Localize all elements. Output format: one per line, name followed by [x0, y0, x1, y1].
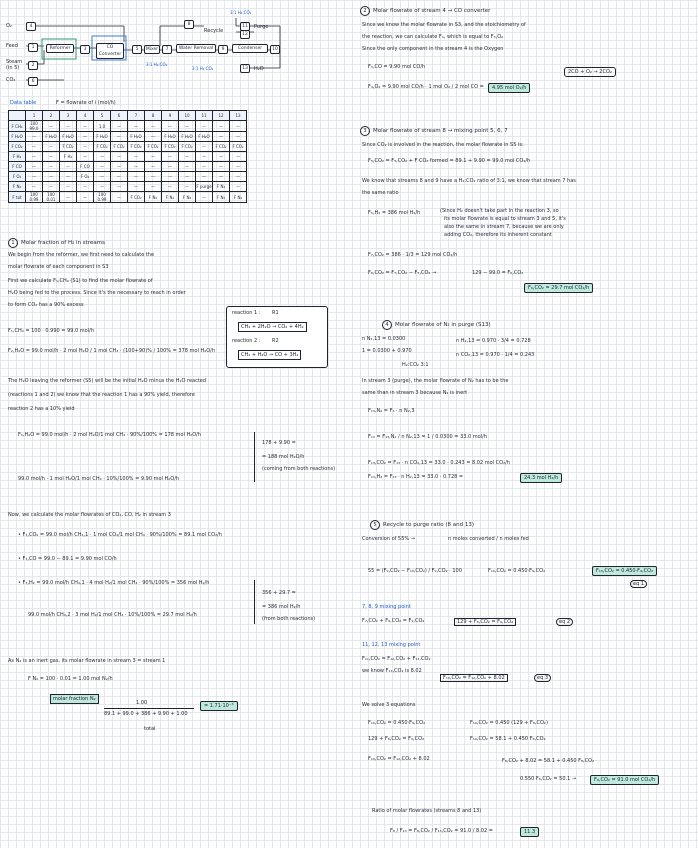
- table-cell: F CO₂: [145, 142, 162, 152]
- section-5-title: 5 Recycle to purge ratio (8 and 13): [370, 520, 474, 530]
- table-header: 8: [145, 111, 162, 121]
- table-cell: F H₂O: [128, 132, 145, 142]
- fraction-total-note: total: [144, 726, 156, 732]
- purge-label: Purge: [254, 24, 269, 30]
- section-5-eq-7: F₁₀,CO₂ = F₁₂,CO₂ + 8.02: [440, 674, 508, 682]
- table-cell: F CO₂: [179, 142, 196, 152]
- table-cell: —: [179, 121, 196, 132]
- equation-f5-h2o-r2: 99.0 mol/h · 1 mol H₂O/1 mol CH₄ · 10%/100% = 9.90 mol H₂O/h: [18, 476, 180, 482]
- table-cell: F CO₂: [111, 142, 128, 152]
- table-cell: —: [60, 162, 77, 172]
- table-cell: F CO₂: [128, 192, 145, 203]
- fraction-label: molar fraction N₂: [50, 694, 99, 704]
- table-subcaption: F = flowrate of i (mol/h): [56, 100, 116, 106]
- table-cell: —: [128, 162, 145, 172]
- table-cell: —: [26, 142, 43, 152]
- equation-f3-h2-r2: 99.0 mol/h CH₄,2 · 3 mol H₂/1 mol CH₄ · 10%/100% = 29.7 mol H₂/h: [28, 612, 197, 618]
- table-cell: —: [145, 132, 162, 142]
- ratio-note-1: 3:1 H₂:CO₂: [146, 62, 168, 67]
- table-cell: —: [111, 182, 128, 192]
- section-3-eq-4: F₆,CO₂ = F₇,CO₂ − F₅,CO₂ →: [368, 270, 437, 276]
- section-5-eq-5: F₁₁,CO₂ = F₁₂,CO₂ + F₁₃,CO₂: [362, 656, 431, 662]
- table-row: [9, 172, 247, 182]
- section-4-line-1: n N₂,13 = 0.0300: [362, 336, 406, 342]
- fraction-result: = 1.71·10⁻³: [200, 701, 238, 711]
- table-cell: —: [145, 121, 162, 132]
- co2-in-label: CO₂: [6, 77, 16, 83]
- table-cell: —: [230, 162, 247, 172]
- water-out-label: H₂O: [254, 66, 264, 72]
- section-number: 3: [360, 126, 370, 136]
- table-cell: —: [230, 182, 247, 192]
- table-cell: F O₂: [77, 172, 94, 182]
- table-cell: —: [77, 192, 94, 203]
- table-cell: —: [128, 172, 145, 182]
- table-row-header: F H₂O: [9, 132, 26, 142]
- table-header: [9, 111, 26, 121]
- table-cell: —: [43, 142, 60, 152]
- table-cell: —: [43, 152, 60, 162]
- section-4-eq-4: F₁₃,H₂ = F₁₃ · n H₂,13 = 33.0 · 0.728 =: [368, 474, 464, 480]
- table-cell: F purge: [196, 182, 213, 192]
- section-5-eq-3: F₇,CO₂ + F₈,CO₂ = F₉,CO₂: [362, 618, 425, 624]
- table-cell: —: [196, 162, 213, 172]
- section-3-note-1: (Since H₂ doesn't take part in the reaction 3, so: [440, 208, 559, 214]
- ratio-note-3: 3:1 H₂:CO₂: [192, 66, 214, 71]
- table-cell: —: [145, 162, 162, 172]
- section-2-line-2: the reaction, we can calculate F₄, which is equal to F₄,O₂: [362, 34, 504, 40]
- stream-box-10: 10: [270, 45, 280, 54]
- sum-h2o-result: = 188 mol H₂O/h: [262, 454, 305, 460]
- stream-box-2: 2: [28, 61, 38, 70]
- table-cell: —: [26, 172, 43, 182]
- sum-h2o: 178 + 9.90 =: [262, 440, 296, 446]
- table-cell: F H₂: [60, 152, 77, 162]
- table-cell: —: [230, 172, 247, 182]
- table-cell: F N₂: [179, 192, 196, 203]
- table-header: 13: [230, 111, 247, 121]
- table-row: [9, 192, 247, 203]
- stream-box-3: 3: [80, 45, 90, 54]
- table-body: [9, 121, 247, 203]
- table-cell: F N₂: [162, 192, 179, 203]
- section-4-eq-3: F₁₃,CO₂ = F₁₃ · n CO₂,13 = 33.0 · 0.243 = 8.02 mol CO₂/h: [368, 460, 510, 466]
- table-cell: —: [213, 152, 230, 162]
- condenser-unit: Condenser: [232, 44, 268, 53]
- section-5-fraction: n moles converted / n moles fed: [448, 536, 529, 542]
- table-cell: —: [230, 121, 247, 132]
- section-5-system-4: F₁₀,CO₂ = 0.450 (129 + F₈,CO₂): [470, 720, 548, 726]
- mixer-unit: Mixer: [145, 47, 159, 52]
- table-cell: —: [43, 162, 60, 172]
- table-cell: —: [128, 152, 145, 162]
- equation-f2-h2o: F₂,H₂O = 99.0 mol/h · 2 mol H₂O / 1 mol CH₄ · (100+90)% / 100% = 378 mol H₂O/h: [8, 348, 216, 354]
- equation-f5-h2o-r1: F₅,H₂O = 99.0 mol/h · 2 mol H₂O/1 mol CH₄ · 90%/100% = 178 mol H₂O/h: [18, 432, 202, 438]
- table-cell: —: [196, 152, 213, 162]
- section-number: 2: [360, 6, 370, 16]
- feed-label: Feed: [6, 43, 18, 49]
- equation-f-n2: F N₂ = 100 · 0.01 = 1.00 mol N₂/h: [28, 676, 113, 682]
- table-row-header: F O₂: [9, 172, 26, 182]
- section-5-mixing-point-1: 7, 8, 9 mixing point: [362, 604, 411, 610]
- section-1-line-7: (reactions 1 and 2) we know that the reaction 1 has a 90% yield, therefore: [8, 392, 195, 398]
- section-5-mixing-point-2: 11, 12, 13 mixing point: [362, 642, 421, 648]
- table-caption: Data table: [10, 100, 37, 106]
- table-cell: —: [145, 182, 162, 192]
- table-cell: F CO₂: [213, 142, 230, 152]
- table-row-header: F tot: [9, 192, 26, 203]
- section-5-tag-3: eq 3: [534, 674, 551, 682]
- table-cell: 1.0: [94, 121, 111, 132]
- section-1-title: 1 Molar fraction of H₂ in streams: [8, 238, 105, 248]
- table-cell: —: [196, 192, 213, 203]
- section-3-line-3: the same ratio: [362, 190, 399, 196]
- table-cell: F CO₂: [60, 142, 77, 152]
- o2-label: O₂: [6, 23, 12, 29]
- reaction-1-label: reaction 1 :: [232, 310, 261, 316]
- section-1-line-1: We begin from the reformer, we first need to calculate the: [8, 252, 155, 258]
- table-cell: F CO₂: [230, 142, 247, 152]
- table-cell: —: [213, 172, 230, 182]
- section-1-line-6: The H₂O leaving the reformer (S5) will be the initial H₂O minus the H₂O reacted: [8, 378, 207, 384]
- stream-box-12: 12: [240, 30, 250, 39]
- reformer-unit: Reformer: [46, 44, 74, 53]
- section-2-result: 4.95 mol O₂/h: [488, 83, 530, 93]
- steam-label: Steam: [6, 59, 23, 65]
- stream-box-13: 13: [240, 64, 250, 73]
- table-header: 11: [196, 111, 213, 121]
- reaction-3-equation: 2CO + O₂ → 2CO₂: [564, 67, 616, 77]
- table-cell: —: [128, 182, 145, 192]
- table-cell: F N₂: [213, 192, 230, 203]
- table-cell: —: [43, 182, 60, 192]
- section-4-line-2: 1 = 0.0300 + 0.970: [362, 348, 412, 354]
- table-cell: —: [60, 121, 77, 132]
- section-5-system-1: F₁₀,CO₂ = 0.450·F₉,CO₂: [368, 720, 426, 726]
- table-cell: —: [213, 162, 230, 172]
- table-row: [9, 142, 247, 152]
- table-cell: —: [213, 121, 230, 132]
- section-3-eq-3: F₇,CO₂ = 386 · 1/3 = 129 mol CO₂/h: [368, 252, 458, 258]
- table-header: 7: [128, 111, 145, 121]
- table-header: 4: [77, 111, 94, 121]
- section-5-eq-2-box: F₁₀,CO₂ = 0.450·F₉,CO₂: [592, 566, 657, 576]
- table-cell: —: [26, 162, 43, 172]
- equation-f3-co2: • F₃,CO₂ = 99.0 mol/h CH₄,1 · 1 mol CO₂/1 mol CH₄ · 90%/100% = 89.1 mol CO₂/h: [18, 532, 222, 538]
- reaction-1-equation: CH₄ + 2H₂O → CO₂ + 4H₂: [238, 322, 307, 332]
- flowrate-table: [8, 110, 247, 203]
- table-cell: —: [43, 172, 60, 182]
- table-cell: —: [77, 182, 94, 192]
- section-2-line-1: Since we know the molar flowrate in S3, and the stoichiometry of: [362, 22, 526, 28]
- section-5-line-1: Conversion of 55% →: [362, 536, 415, 542]
- section-5-ratio-result: 11.3: [520, 827, 539, 837]
- section-4-title: 4 Molar flowrate of N₂ in purge (S13): [382, 320, 491, 330]
- section-3-line-2: We know that streams 8 and 9 have a H₂:CO₂ ratio of 3:1, we know that stream 7 has: [362, 178, 576, 184]
- table-cell: —: [196, 172, 213, 182]
- table-cell: —: [162, 162, 179, 172]
- table-cell: —: [60, 192, 77, 203]
- ratio-note-2: 3:1 H₂:CO₂: [230, 10, 252, 15]
- table-row-header: F CO₂: [9, 142, 26, 152]
- section-5-system-3: F₁₀,CO₂ = F₁₂,CO₂ + 8.02: [368, 756, 430, 762]
- table-cell: —: [230, 132, 247, 142]
- table-header: 6: [111, 111, 128, 121]
- table-cell: —: [26, 132, 43, 142]
- table-cell: —: [111, 132, 128, 142]
- brace-1: [254, 432, 259, 482]
- table-cell: 100 0.99: [26, 192, 43, 203]
- table-cell: —: [94, 172, 111, 182]
- section-1-line-3: First we calculate F₁,CH₄ (S1) to find the molar flowrate of: [8, 278, 153, 284]
- section-1-line-10: As N₂ is an inert gas, its molar flowrate in stream 3 = stream 1: [8, 658, 166, 664]
- table-cell: —: [179, 152, 196, 162]
- section-4-line-3: n H₂,13 = 0.970 · 3/4 = 0.728: [456, 338, 531, 344]
- section-1-line-9: Now, we calculate the molar flowrates of CO₂, CO, H₂ in stream 3: [8, 512, 171, 518]
- table-cell: —: [111, 172, 128, 182]
- sum-h2-result: = 386 mol H₂/h: [262, 604, 301, 610]
- fraction-denominator: 89.1 + 99.0 + 386 + 9.90 + 1.00: [104, 711, 188, 717]
- section-5-eq-4: 129 + F₈,CO₂ = F₉,CO₂: [454, 618, 516, 626]
- table-cell: 100 99.0: [26, 121, 43, 132]
- water-removal-unit: Water Removal: [176, 44, 216, 53]
- stream-box-1: 1: [28, 43, 38, 52]
- table-cell: F H₂O: [60, 132, 77, 142]
- table-cell: 100 0.99: [94, 192, 111, 203]
- section-3-eq-1: F₅,CO₂ = F₃,CO₂ + F CO₂ formed = 89.1 + 9.90 = 99.0 mol CO₂/h: [368, 158, 531, 164]
- table-header: 10: [179, 111, 196, 121]
- table-row: [9, 121, 247, 132]
- stream-box-6: 6: [28, 77, 38, 86]
- steam-sub-label: (in 5): [6, 65, 20, 71]
- table-cell: F CO₂: [128, 142, 145, 152]
- table-cell: —: [111, 162, 128, 172]
- table-cell: —: [179, 182, 196, 192]
- process-diagram: [4, 6, 334, 96]
- sum-h2-note: (from both reactions): [262, 616, 316, 622]
- section-5-tag-1: eq 1: [630, 580, 647, 588]
- section-3-note-3: also the same in stream 7, because we are only: [444, 224, 564, 230]
- table-cell: —: [196, 121, 213, 132]
- section-number: 5: [370, 520, 380, 530]
- section-1-line-5: to form CO₂ has a 90% excess: [8, 302, 84, 308]
- section-5-eq-6: we know F₁₃,CO₂ is 8.02: [362, 668, 422, 674]
- table-cell: 100 0.01: [43, 192, 60, 203]
- equation-f3-h2-r1: • F₃,H₂ = 99.0 mol/h CH₄,1 · 4 mol H₂/1 mol CH₄ · 90%/100% = 356 mol H₂/h: [18, 580, 210, 586]
- table-cell: —: [145, 152, 162, 162]
- table-header: 5: [94, 111, 111, 121]
- table-cell: F N₂: [213, 182, 230, 192]
- equation-f1-ch4: F₁,CH₄ = 100 · 0.990 = 99.0 mol/h: [8, 328, 94, 334]
- table-cell: F H₂O: [94, 132, 111, 142]
- table-cell: —: [162, 121, 179, 132]
- table-row-header: F CO: [9, 162, 26, 172]
- stream-box-8: 8: [184, 20, 194, 29]
- table-cell: —: [94, 182, 111, 192]
- table-cell: F H₂O: [179, 132, 196, 142]
- table-row: [9, 152, 247, 162]
- section-4-ratio: H₂:CO₂ 3:1: [402, 362, 429, 368]
- section-3-result: F₆,CO₂ = 29.7 mol CO₂/h: [524, 283, 593, 293]
- section-4-line-4: n CO₂,13 = 0.970 · 1/4 = 0.243: [456, 352, 535, 358]
- table-cell: —: [111, 152, 128, 162]
- table-cell: —: [111, 121, 128, 132]
- table-cell: —: [77, 142, 94, 152]
- table-cell: F CO₂: [162, 142, 179, 152]
- section-5-system-5: F₁₀,CO₂ = 58.1 + 0.450 F₈,CO₂: [470, 736, 546, 742]
- reaction-2-label: reaction 2 :: [232, 338, 261, 344]
- section-5-system-2: 129 + F₈,CO₂ = F₉,CO₂: [368, 736, 425, 742]
- table-cell: —: [230, 152, 247, 162]
- converter-unit: CO Converter: [96, 43, 124, 59]
- table-cell: —: [26, 152, 43, 162]
- table-cell: F CO: [77, 162, 94, 172]
- table-cell: F N₂: [230, 192, 247, 203]
- table-cell: —: [60, 172, 77, 182]
- section-5-result: F₈,CO₂ = 91.0 mol CO₂/h: [590, 775, 659, 785]
- section-1-line-4: H₂O being fed to the process. Since it's the necessary to reach in order: [8, 290, 186, 296]
- recycle-label: Recycle: [204, 28, 224, 34]
- table-row-header: F N₂: [9, 182, 26, 192]
- section-3-note-2: its molar flowrate is equal to stream 3 and 5, it's: [444, 216, 566, 222]
- equation-f3-co: • F₃,CO = 99.0 − 89.1 = 9.90 mol CO/h: [18, 556, 117, 562]
- table-cell: —: [128, 121, 145, 132]
- stream-box-7: 7: [162, 45, 172, 54]
- section-2-eq-2: F₄,O₂ = 9.90 mol CO/h · 1 mol O₂ / 2 mol CO =: [368, 84, 484, 90]
- section-5-eq-1: 55 = (F₉,CO₂ − F₁₀,CO₂) / F₉,CO₂ · 100: [368, 568, 462, 574]
- table-cell: —: [196, 142, 213, 152]
- fraction-numerator: 1.00: [136, 700, 148, 706]
- section-3-eq-2: F₅,H₂ = 386 mol H₂/h: [368, 210, 421, 216]
- section-4-eq-2: F₁₃ = F₁₃,N₂ / n N₂,13 = 1 / 0.0300 = 33.0 mol/h: [368, 434, 487, 440]
- table-cell: —: [179, 172, 196, 182]
- section-5-system-6: F₈,CO₂ + 8.02 = 58.1 + 0.450 F₈,CO₂: [502, 758, 595, 764]
- section-number: 1: [8, 238, 18, 248]
- sum-h2o-note: (coming from both reactions): [262, 466, 336, 472]
- sum-h2: 356 + 29.7 =: [262, 590, 296, 596]
- reaction-2-equation: CH₄ + H₂O → CO + 3H₂: [238, 350, 301, 360]
- section-2-eq-1: F₃,CO = 9.90 mol CO/h: [368, 64, 426, 70]
- reaction-2-tag: R2: [272, 338, 279, 344]
- section-5-eq-2: F₁₀,CO₂ = 0.450·F₉,CO₂: [488, 568, 546, 574]
- section-number: 4: [382, 320, 392, 330]
- section-5-system-7: 0.550 F₈,CO₂ = 50.1 →: [520, 776, 577, 782]
- table-cell: —: [162, 172, 179, 182]
- section-4-result: 24.3 mol H₂/h: [520, 473, 562, 483]
- table-header: 1: [26, 111, 43, 121]
- section-3-note-4: adding CO₂, therefore its inherent constant: [444, 232, 552, 238]
- table-row: [9, 182, 247, 192]
- section-4-line-6: same than in stream 3 because N₂ is inert: [362, 390, 468, 396]
- section-3-title: 3 Molar flowrate of stream 8 → mixing point 5, 6, 7: [360, 126, 508, 136]
- table-cell: —: [179, 162, 196, 172]
- table-cell: —: [77, 152, 94, 162]
- table-header: 3: [60, 111, 77, 121]
- fraction-bar: [104, 708, 194, 709]
- section-5-line-2: We solve 3 equations: [362, 702, 416, 708]
- reaction-1-tag: R1: [272, 310, 279, 316]
- table-cell: —: [77, 132, 94, 142]
- table-cell: F H₂O: [196, 132, 213, 142]
- section-5-line-3: Ratio of molar flowrates (streams 8 and 13): [372, 808, 482, 814]
- table-cell: —: [111, 192, 128, 203]
- table-cell: —: [145, 172, 162, 182]
- section-4-eq-1: F₁₃,N₂ = F₃ · n N₂,3: [368, 408, 415, 414]
- table-row-header: F CH₄: [9, 121, 26, 132]
- table-cell: —: [43, 121, 60, 132]
- table-row: [9, 132, 247, 142]
- stream-box-11: 11: [240, 22, 250, 31]
- section-1-line-2: molar flowrate of each component in S3: [8, 264, 109, 270]
- table-cell: —: [60, 182, 77, 192]
- table-header: 2: [43, 111, 60, 121]
- table-cell: —: [213, 132, 230, 142]
- table-cell: F N₂: [145, 192, 162, 203]
- section-3-line-1: Since CO₂ is involved in the reaction, the molar flowrate in S5 is:: [362, 142, 524, 148]
- table-cell: F H₂O: [43, 132, 60, 142]
- table-row-header: F H₂: [9, 152, 26, 162]
- stream-box-9: 9: [218, 45, 228, 54]
- section-5-tag-2: eq 2: [556, 618, 573, 626]
- stream-box-5: 5: [132, 45, 142, 54]
- table-header-row: [9, 111, 247, 121]
- stream-box-4: 4: [26, 22, 36, 31]
- table-cell: —: [94, 162, 111, 172]
- section-3-eq-5: 129 − 99.0 = F₆,CO₂: [472, 270, 524, 276]
- section-4-line-5: In stream 3 (purge), the molar flowrate of N₂ has to be the: [362, 378, 509, 384]
- table-cell: —: [26, 182, 43, 192]
- section-5-ratio: F₈ / F₁₃ = F₈,CO₂ / F₁₃,CO₂ = 91.0 / 8.02 =: [390, 828, 493, 834]
- table-header: 12: [213, 111, 230, 121]
- table-header: 9: [162, 111, 179, 121]
- table-cell: —: [162, 152, 179, 162]
- table-cell: F H₂O: [162, 132, 179, 142]
- brace-2: [254, 580, 259, 624]
- section-2-title: 2 Molar flowrate of stream 4 → CO converter: [360, 6, 490, 16]
- table-cell: —: [162, 182, 179, 192]
- table-cell: —: [77, 121, 94, 132]
- table-cell: F CO₂: [94, 142, 111, 152]
- table-row: [9, 162, 247, 172]
- section-1-line-8: reaction 2 has a 10% yield: [8, 406, 75, 412]
- section-2-line-3: Since the only component in the stream 4 is the Oxygen: [362, 46, 504, 52]
- table-cell: —: [94, 152, 111, 162]
